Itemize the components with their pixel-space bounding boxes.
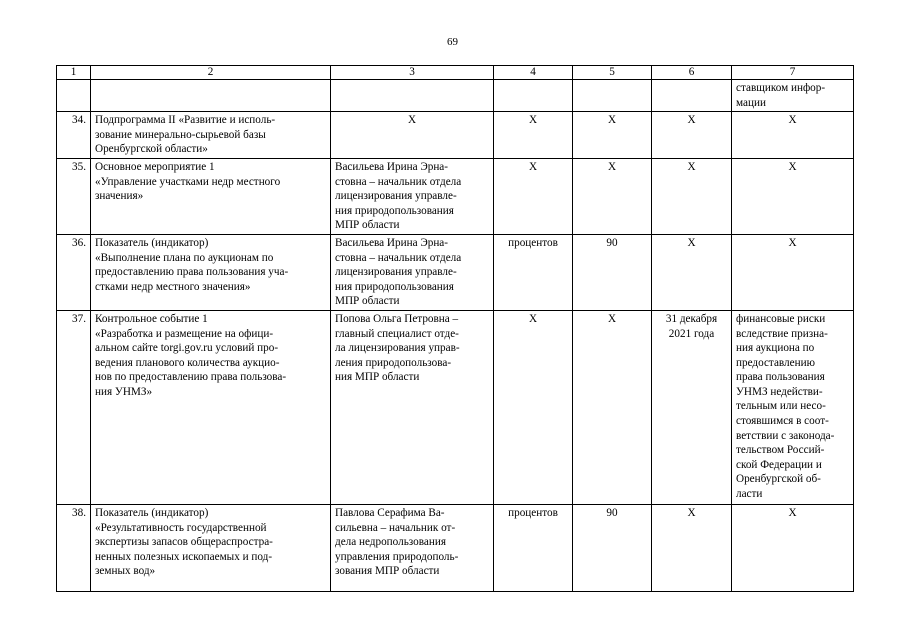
risk-cell-line: Х xyxy=(788,506,797,519)
row-number-cell: 37. xyxy=(57,310,91,504)
risk-cell-line: ветствии с законода- xyxy=(736,429,835,442)
risk-cell-line: предоставлению xyxy=(736,356,815,369)
risk-cell-line: вследствие призна- xyxy=(736,327,828,340)
name-cell-line: Контрольное событие 1 xyxy=(95,312,208,325)
date-cell xyxy=(652,112,732,159)
value-cell: Х xyxy=(573,310,652,504)
risk-cell-line: тельством Россий- xyxy=(736,444,825,457)
name-cell-line: предоставлению права пользования уча- xyxy=(95,266,289,279)
risk-cell-line: ставщиком инфор- xyxy=(736,82,826,94)
name-cell-line: альном сайте torgi.gov.ru условий про- xyxy=(95,342,279,355)
name-cell xyxy=(91,80,331,112)
name-cell-line: «Разработка и размещение на офици- xyxy=(95,327,274,340)
name-cell-line: экспертизы запасов общераспростра- xyxy=(95,536,273,549)
date-cell xyxy=(652,158,732,234)
risk-cell-line: Х xyxy=(788,114,797,127)
date-cell xyxy=(652,310,732,504)
responsible-cell xyxy=(331,310,494,504)
risk-cell xyxy=(732,80,854,112)
name-cell-line: «Выполнение плана по аукционам по xyxy=(95,251,274,264)
row-number-cell xyxy=(57,80,91,112)
risk-cell-line: финансовые риски xyxy=(736,312,826,325)
page-number: 69 xyxy=(447,36,458,48)
name-cell-line: Показатель (индикатор) xyxy=(95,506,209,519)
unit-cell: Х xyxy=(494,310,573,504)
header-cell-5: 5 xyxy=(573,66,652,80)
table-row xyxy=(57,310,854,504)
name-cell-line: нов по предоставлению права пользова- xyxy=(95,371,287,384)
name-cell-line: зование минерально-сырьевой базы xyxy=(95,128,266,141)
header-cell-3: 3 xyxy=(331,66,494,80)
header-cell-4: 4 xyxy=(494,66,573,80)
name-cell-line: ненных полезных ископаемых и под- xyxy=(95,550,273,563)
responsible-cell-line: Васильева Ирина Эрна- xyxy=(335,236,448,249)
responsible-cell-line: ния природопользования xyxy=(335,204,454,217)
table-row xyxy=(57,80,854,112)
name-cell-line: «Результативность государственной xyxy=(95,521,267,534)
name-cell xyxy=(91,234,331,310)
risk-cell-line: УНМЗ недействи- xyxy=(736,385,823,398)
unit-cell: Х xyxy=(494,158,573,234)
responsible-cell-line: ления природопользова- xyxy=(335,356,452,369)
unit-cell: процентов xyxy=(494,234,573,310)
value-cell: Х xyxy=(573,112,652,159)
risk-cell-line: Х xyxy=(788,236,797,249)
responsible-cell-line: ния МПР области xyxy=(335,371,420,384)
unit-cell xyxy=(494,80,573,112)
risk-cell-line: ласти xyxy=(736,488,763,501)
row-number-cell: 38. xyxy=(57,504,91,591)
date-cell-line: 2021 года xyxy=(668,327,715,340)
responsible-cell-line: дела недропользования xyxy=(335,536,446,549)
date-cell xyxy=(652,504,732,591)
responsible-cell-line: зования МПР области xyxy=(335,565,440,578)
name-cell-line: значения» xyxy=(95,190,144,203)
name-cell-line: ния УНМЗ» xyxy=(95,385,153,398)
unit-cell: Х xyxy=(494,112,573,159)
risk-cell-line: мации xyxy=(736,96,766,109)
name-cell-line: Показатель (индикатор) xyxy=(95,236,209,249)
name-cell xyxy=(91,112,331,159)
risk-cell-line: ской Федерации и xyxy=(736,458,822,471)
responsible-cell-line: Х xyxy=(407,114,417,127)
responsible-cell-line: Попова Ольга Петровна – xyxy=(335,312,459,325)
risk-cell-line: Оренбургской об- xyxy=(736,473,821,486)
header-cell-6: 6 xyxy=(652,66,732,80)
row-number-cell: 35. xyxy=(57,158,91,234)
responsible-cell xyxy=(331,158,494,234)
program-table xyxy=(56,65,854,592)
name-cell-line: Основное мероприятие 1 xyxy=(95,160,215,173)
header-cell-2: 2 xyxy=(91,66,331,80)
date-cell-line: Х xyxy=(687,160,696,173)
risk-cell xyxy=(732,310,854,504)
responsible-cell xyxy=(331,504,494,591)
name-cell xyxy=(91,504,331,591)
name-cell-line: Оренбургской области» xyxy=(95,143,208,156)
responsible-cell-line: главный специалист отде- xyxy=(335,327,459,340)
unit-cell: процентов xyxy=(494,504,573,591)
responsible-cell-line: лицензирования управле- xyxy=(335,190,457,203)
responsible-cell-line: стовна – начальник отдела xyxy=(335,251,462,264)
value-cell xyxy=(573,80,652,112)
row-number-cell: 34. xyxy=(57,112,91,159)
responsible-cell-line: сильевна – начальник от- xyxy=(335,521,456,534)
date-cell xyxy=(652,234,732,310)
responsible-cell-line: управления природополь- xyxy=(335,550,459,563)
risk-cell-line: стоявшимся в соот- xyxy=(736,415,829,428)
risk-cell-line: Х xyxy=(788,160,797,173)
value-cell: 90 xyxy=(573,234,652,310)
responsible-cell xyxy=(331,80,494,112)
responsible-cell xyxy=(331,234,494,310)
table-row xyxy=(57,504,854,591)
date-cell-line: 31 декабря xyxy=(665,312,718,325)
date-cell xyxy=(652,80,732,112)
name-cell-line: стками недр местного значения» xyxy=(95,280,251,293)
responsible-cell-line: лицензирования управле- xyxy=(335,266,457,279)
risk-cell xyxy=(732,112,854,159)
responsible-cell xyxy=(331,112,494,159)
responsible-cell-line: МПР области xyxy=(335,295,400,308)
responsible-cell-line: ния природопользования xyxy=(335,280,454,293)
risk-cell xyxy=(732,504,854,591)
risk-cell-line: ния аукциона по xyxy=(736,342,815,355)
name-cell-line: земных вод» xyxy=(95,565,156,578)
value-cell: 90 xyxy=(573,504,652,591)
responsible-cell-line: ла лицензирования управ- xyxy=(335,342,460,355)
table-row xyxy=(57,112,854,159)
name-cell xyxy=(91,158,331,234)
risk-cell xyxy=(732,158,854,234)
responsible-cell-line: Павлова Серафима Ва- xyxy=(335,506,445,519)
risk-cell-line: тельным или несо- xyxy=(736,400,826,413)
table-row xyxy=(57,158,854,234)
risk-cell xyxy=(732,234,854,310)
name-cell xyxy=(91,310,331,504)
value-cell: Х xyxy=(573,158,652,234)
table-row xyxy=(57,234,854,310)
responsible-cell-line: МПР области xyxy=(335,219,400,232)
name-cell-line: Подпрограмма II «Развитие и исполь- xyxy=(95,114,276,127)
header-cell-1: 1 xyxy=(57,66,91,80)
date-cell-line: Х xyxy=(687,506,696,519)
risk-cell-line: права пользования xyxy=(736,371,825,384)
name-cell-line: «Управление участками недр местного xyxy=(95,175,281,188)
responsible-cell-line: стовна – начальник отдела xyxy=(335,175,462,188)
date-cell-line: Х xyxy=(687,236,696,249)
row-number-cell: 36. xyxy=(57,234,91,310)
header-cell-7: 7 xyxy=(732,66,854,80)
name-cell-line: ведения планового количества аукцио- xyxy=(95,356,280,369)
header-row xyxy=(57,66,854,80)
date-cell-line: Х xyxy=(687,114,696,127)
responsible-cell-line: Васильева Ирина Эрна- xyxy=(335,160,448,173)
